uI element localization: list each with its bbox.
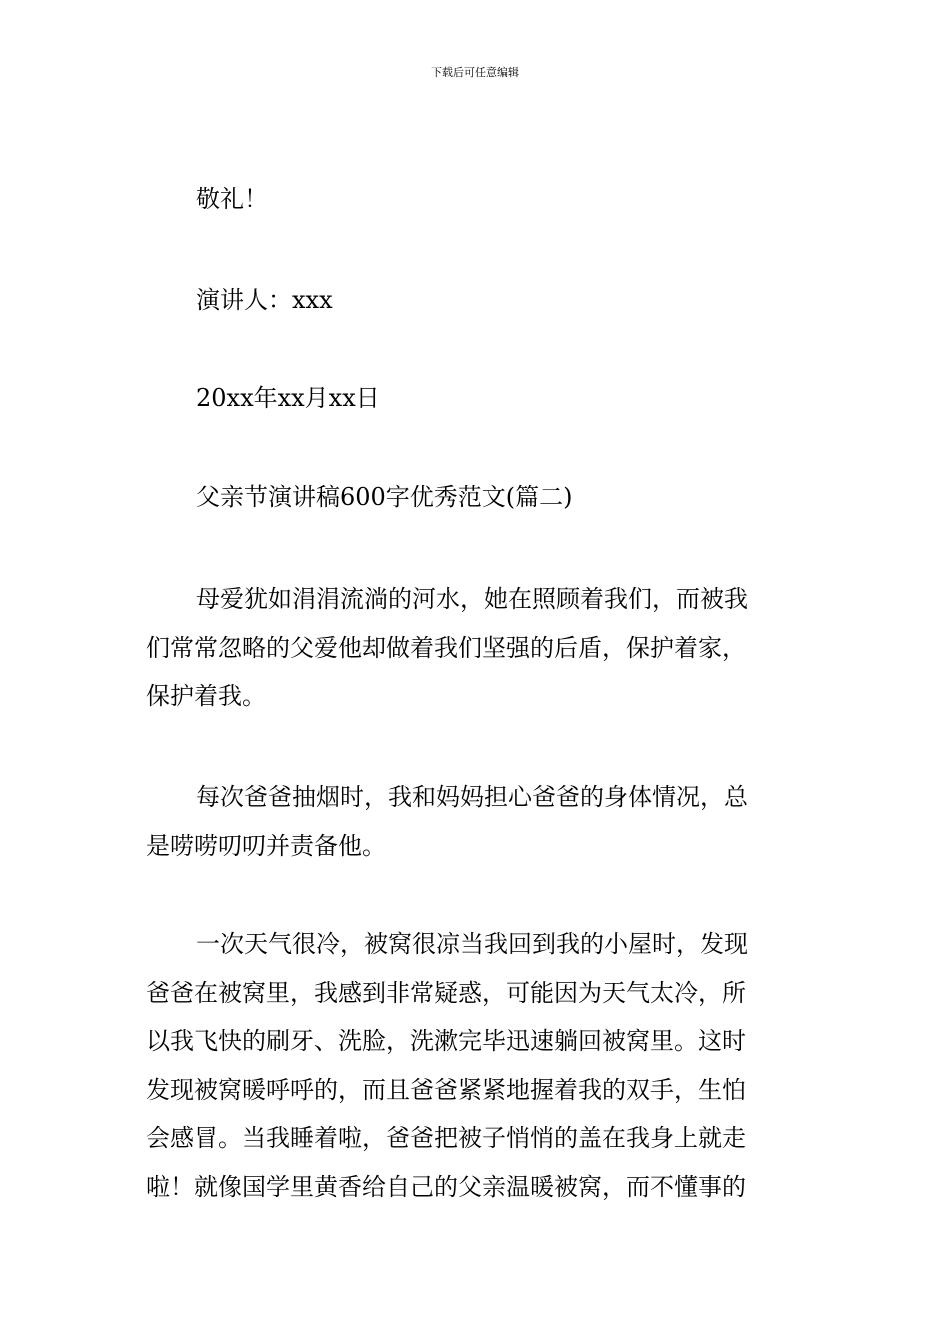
paragraph-2 [146,773,808,870]
date-line: 20xx年xx月xx日 [196,384,380,412]
salute-line: 敬礼！ [196,185,268,213]
paragraph-1 [146,575,808,721]
paragraph-3 [146,920,808,1211]
paragraph-line: 每次爸爸抽烟时，我和妈妈担心爸爸的身体情况，总 [196,783,748,811]
speaker-line: 演讲人：xxx [196,286,333,314]
paragraph-line: 啦！就像国学里黄香给自己的父亲温暖被窝，而不懂事的 [146,1172,746,1201]
paragraph-line: 以我飞快的刷牙、洗脸，洗漱完毕迅速躺回被窝里。这时 [146,1027,746,1055]
paragraph-line: 会感冒。当我睡着啦，爸爸把被子悄悄的盖在我身上就走 [146,1124,746,1152]
paragraph-line: 母爱犹如涓涓流淌的河水，她在照顾着我们，而被我 [196,585,748,613]
page-header: 下载后可任意编辑 [431,66,519,79]
section-title: 父亲节演讲稿600字优秀范文(篇二) [196,483,573,511]
paragraph-line: 一次天气很冷，被窝很凉当我回到我的小屋时，发现 [196,930,748,958]
paragraph-line: 保护着我。 [146,682,266,710]
paragraph-line: 发现被窝暖呼呼的，而且爸爸紧紧地握着我的双手，生怕 [146,1075,746,1104]
paragraph-line: 是唠唠叨叨并责备他。 [146,831,386,860]
paragraph-line: 们常常忽略的父爱他却做着我们坚强的后盾，保护着家， [146,633,746,662]
paragraph-line: 爸爸在被窝里，我感到非常疑惑，可能因为天气太冷，所 [146,978,746,1007]
